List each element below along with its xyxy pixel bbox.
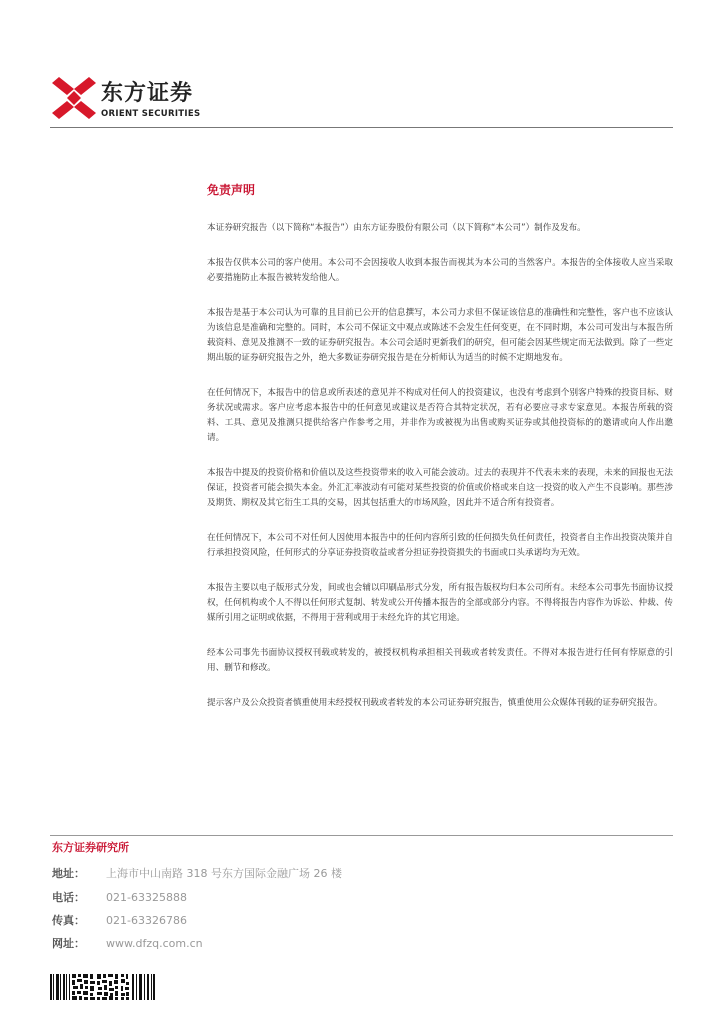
contact-label: 地址： <box>52 867 85 880</box>
disclaimer-paragraph: 本报告主要以电子版形式分发，间或也会辅以印刷品形式分发，所有报告版权均归本公司所有。未经本公司事先书面协议授权，任何机构或个人不得以任何形式复制、转发或公开传播本报告的全部或部分内容。不得将报告内容作为诉讼、仲裁、传媒所引用之证明或依据，不得用于营利或用于未经允许的其它用途。 <box>207 583 673 623</box>
barcode-icon <box>50 974 155 1000</box>
contact-label: 网址： <box>52 937 85 950</box>
disclaimer-paragraph: 经本公司事先书面协议授权刊载或转发的，被授权机构承担相关刊载或者转发责任。不得对本报告进行任何有悖原意的引用、删节和修改。 <box>207 648 673 673</box>
contact-label: 传真： <box>52 914 85 927</box>
disclaimer-paragraph: 本报告中提及的投资价格和价值以及这些投资带来的收入可能会波动。过去的表现并不代表未来的表现，未来的回报也无法保证，投资者可能会损失本金。外汇汇率波动有可能对某些投资的价值或价格或来自这一投资的收入产生不良影响。那些涉及期货、期权及其它衍生工具的交易，因其包括重大的市场风险，因此并不适合所有投资者。 <box>207 468 673 508</box>
orient-securities-logo-icon <box>50 77 98 119</box>
footer-institute-name: 东方证券研究所 <box>52 841 129 854</box>
brand-name-en: ORIENT SECURITIES <box>101 109 201 119</box>
disclaimer-paragraph: 提示客户及公众投资者慎重使用未经授权刊载或者转发的本公司证券研究报告，慎重使用公众媒体刊载的证券研究报告。 <box>207 698 663 708</box>
header-divider <box>50 127 673 128</box>
disclaimer-paragraph: 在任何情况下，本公司不对任何人因使用本报告中的任何内容所引致的任何损失负任何责任，投资者自主作出投资决策并自行承担投资风险，任何形式的分享证券投资收益或者分担证券投资损失的书面或口头承诺均为无效。 <box>207 533 673 558</box>
disclaimer-paragraph: 本报告是基于本公司认为可靠的且目前已公开的信息撰写，本公司力求但不保证该信息的准确性和完整性，客户也不应该认为该信息是准确和完整的。同时，本公司不保证文中观点或陈述不会发生任何变更，在不同时期，本公司可发出与本报告所载资料、意见及推测不一致的证券研究报告。本公司会适时更新我们的研究，但可能会因某些规定而无法做到。除了一些定期出版的证券研究报告之外，绝大多数证券研究报告是在分析师认为适当的时候不定期地发布。 <box>207 308 673 363</box>
disclaimer-title: 免责声明 <box>207 183 256 197</box>
contact-value: 上海市中山南路 318 号东方国际金融广场 26 楼 <box>106 867 342 880</box>
disclaimer-paragraph: 本证券研究报告（以下简称“本报告”）由东方证券股份有限公司（以下简称“本公司”）制作及发布。 <box>207 223 586 233</box>
page-header <box>0 0 724 130</box>
contact-label: 电话： <box>52 891 85 904</box>
contact-value: 021-63325888 <box>106 891 187 904</box>
contact-value: 021-63326786 <box>106 914 187 927</box>
brand-name-cn: 东方证券 <box>101 81 194 106</box>
disclaimer-paragraph: 在任何情况下，本报告中的信息或所表述的意见并不构成对任何人的投资建议，也没有考虑到个别客户特殊的投资目标、财务状况或需求。客户应考虑本报告中的任何意见或建议是否符合其特定状况，若有必要应寻求专家意见。本报告所载的资料、工具、意见及推测只提供给客户作参考之用，并非作为或被视为出售或购买证券或其他投资标的的邀请或向人作出邀请。 <box>207 388 673 443</box>
disclaimer-paragraph: 本报告仅供本公司的客户使用。本公司不会因接收人收到本报告而视其为本公司的当然客户。本报告的全体接收人应当采取必要措施防止本报告被转发给他人。 <box>207 258 673 283</box>
contact-value: www.dfzq.com.cn <box>106 937 203 950</box>
disclaimer-section <box>207 183 673 731</box>
footer-divider <box>50 835 673 836</box>
